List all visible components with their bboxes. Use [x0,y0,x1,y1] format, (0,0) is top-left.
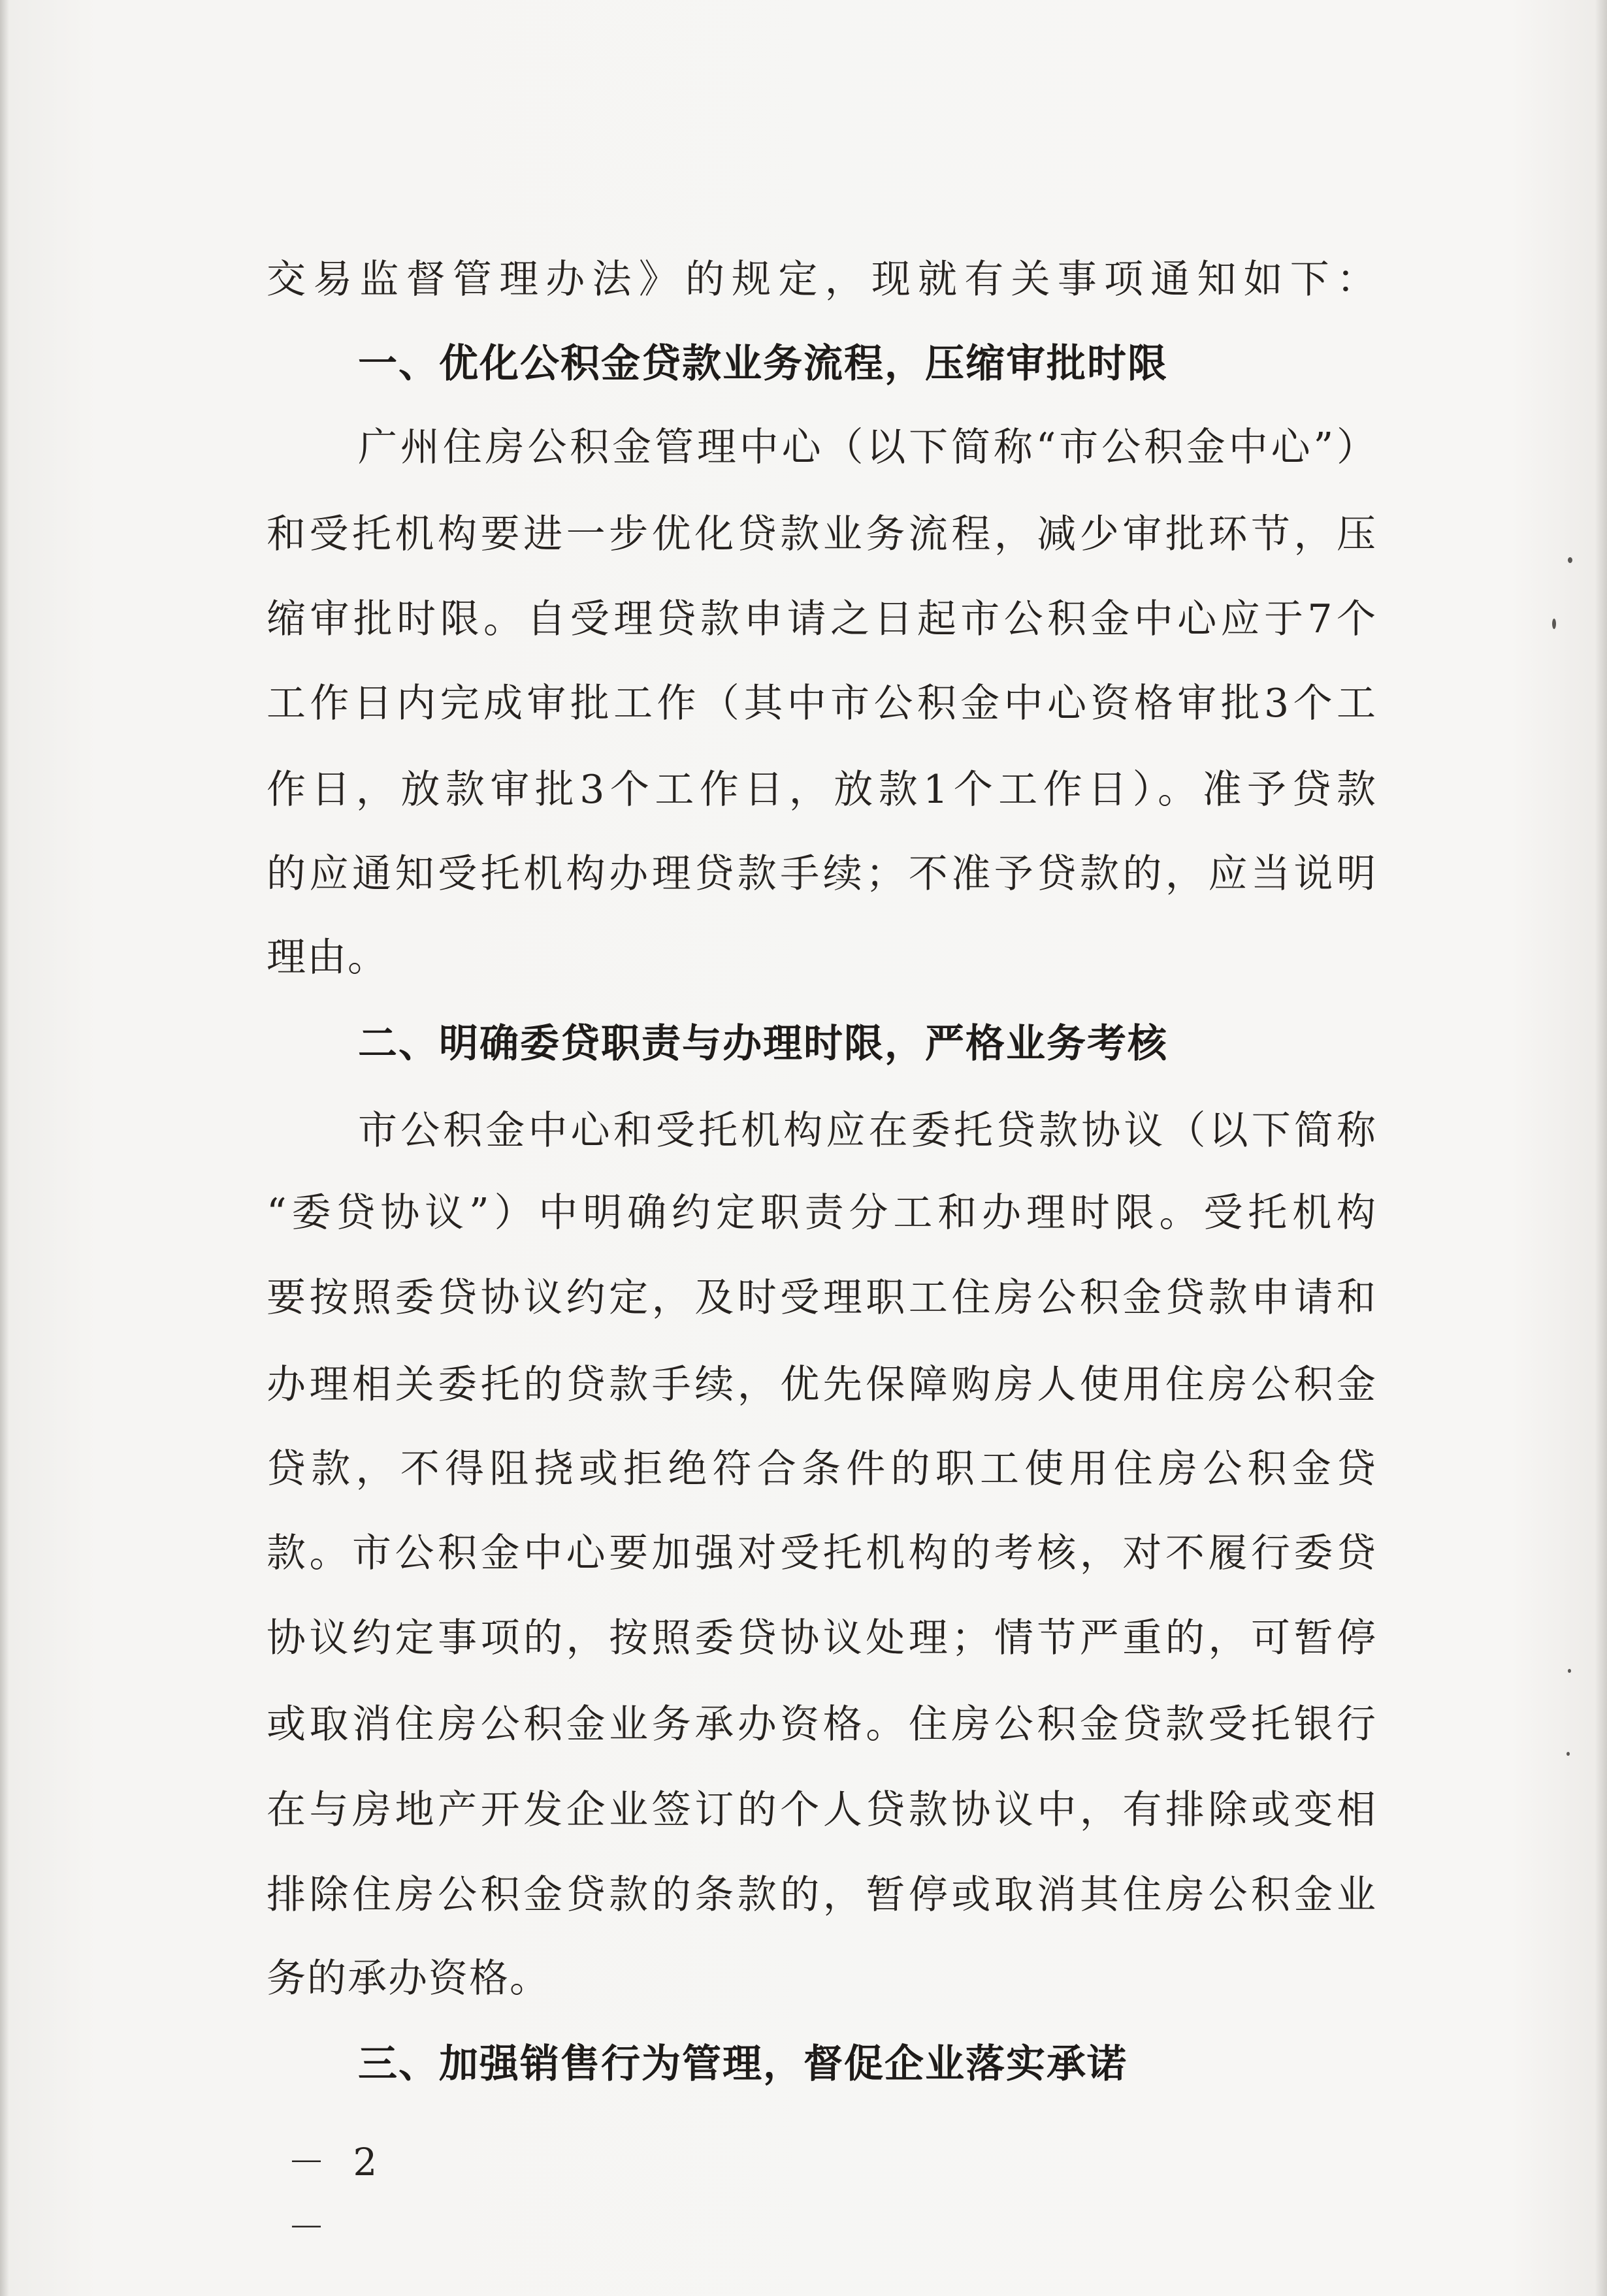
scan-speck [1552,619,1556,629]
body-text-line: 的应通知受托机构办理贷款手续；不准予贷款的，应当说明 [267,851,1377,897]
body-text-line: 交易监督管理办法》的规定，现就有关事项通知如下： [267,257,1377,302]
body-text-line: 贷款，不得阻挠或拒绝符合条件的职工使用住房公积金贷 [267,1446,1377,1492]
scan-edge-left [0,0,9,2296]
body-text-line: 排除住房公积金贷款的条款的，暂停或取消其住房公积金业 [267,1872,1377,1918]
body-text-line: 广州住房公积金管理中心（以下简称“市公积金中心”） [358,425,1377,470]
body-text-line: 协议约定事项的，按照委贷协议处理；情节严重的，可暂停 [267,1615,1377,1661]
body-text-line: 务的承办资格。 [267,1956,550,2001]
body-text-line: 或取消住房公积金业务承办资格。住房公积金贷款受托银行 [267,1702,1377,1747]
section-heading-3: 三、加强销售行为管理，督促企业落实承诺 [358,2041,1128,2087]
body-text-line: 工作日内完成审批工作（其中市公积金中心资格审批3个工 [267,681,1377,726]
body-text-line: 在与房地产开发企业签订的个人贷款协议中，有排除或变相 [267,1787,1377,1833]
body-text-line: 缩审批时限。自受理贷款申请之日起市公积金中心应于7个 [267,596,1377,642]
scan-edge-right [1595,0,1607,2296]
scan-speck [1566,1752,1570,1756]
body-text-line: 市公积金中心和受托机构应在委托贷款协议（以下简称 [358,1108,1377,1154]
body-text-line: 作日，放款审批3个工作日，放款1个工作日）。准予贷款 [267,767,1377,813]
body-text-line: 和受托机构要进一步优化贷款业务流程，减少审批环节，压 [267,511,1377,557]
body-text-line: “委贷协议”）中明确约定职责分工和办理时限。受托机构 [267,1190,1377,1236]
body-text-line: 办理相关委托的贷款手续，优先保障购房人使用住房公积金 [267,1362,1377,1408]
body-text-line: 款。市公积金中心要加强对受托机构的考核，对不履行委贷 [267,1530,1377,1576]
body-text-line: 要按照委贷协议约定，及时受理职工住房公积金贷款申请和 [267,1275,1377,1321]
scan-speck [1568,1669,1571,1673]
page-number: － 2 － [287,2140,385,2250]
scan-speck [1568,557,1572,563]
section-heading-2: 二、明确委贷职责与办理时限，严格业务考核 [358,1021,1168,1067]
body-text-line: 理由。 [267,935,388,980]
section-heading-1: 一、优化公积金贷款业务流程，压缩审批时限 [358,341,1168,387]
